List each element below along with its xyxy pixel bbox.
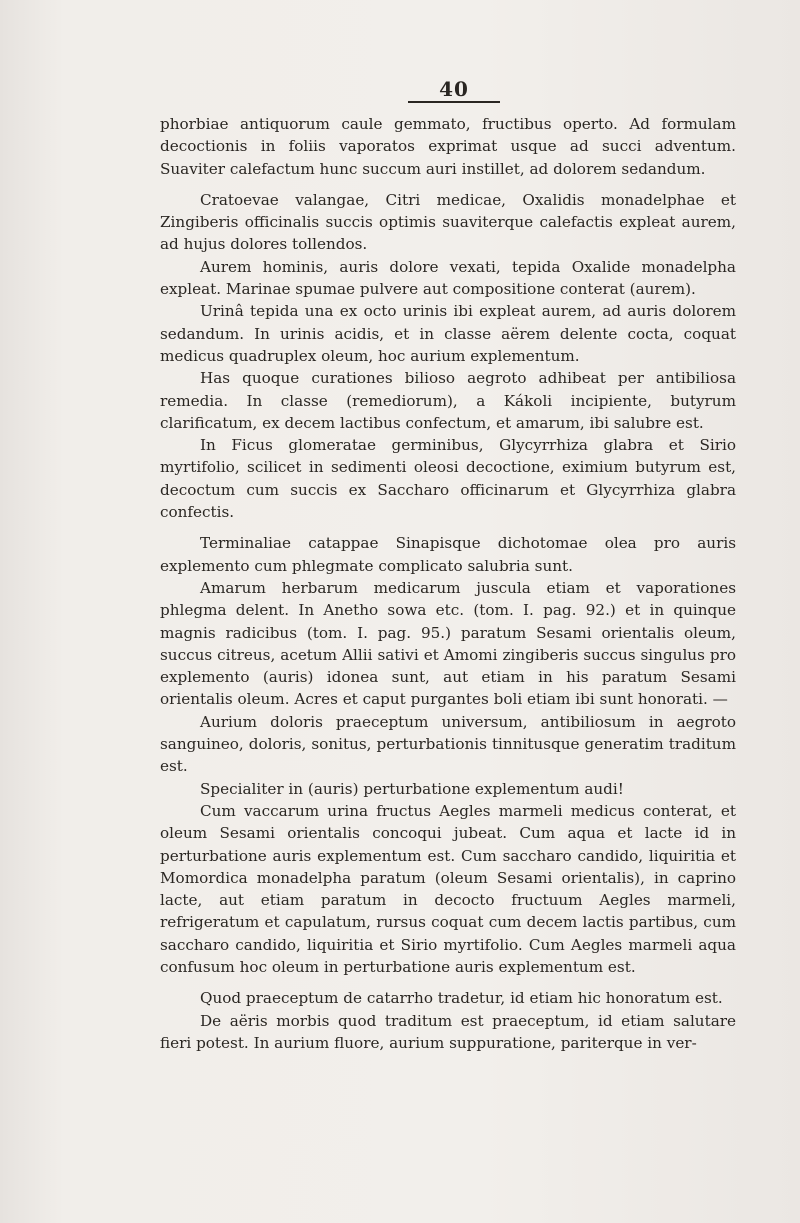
paragraph-7: Terminaliae catappae Sinapisque dichotomae olea pro auris explemento cum phlegmate complicato salubria sunt. xyxy=(160,534,736,575)
paragraph-8: Amarum herbarum medicarum juscula etiam et vaporationes phlegma delent. In Anetho sowa etc. (tom. I. pag. 92.) et in quinque magnis radicibus (tom. I. pag. 95.) paratum Sesami orientalis oleum, succus citreus, acetum Allii sativi et Amomi zingiberis succus singulus pro explemento (auris) idonea sunt, aut etiam in his paratum Sesami orientalis oleum. Acres et caput purgantes boli etiam ibi sunt honorati. — xyxy=(160,578,736,709)
body-text xyxy=(160,113,736,1054)
paragraph-9: Aurium doloris praeceptum universum, antibiliosum in aegroto sanguineo, doloris, sonitus, perturbationis tinnitusque generatim traditum est. xyxy=(160,712,736,776)
paragraph-2: Cratoevae valangae, Citri medicae, Oxalidis monadelphae et Zingiberis officinalis succis optimis suaviterque calefactis expleat aurem, ad hujus dolores tollendos. xyxy=(160,190,736,254)
paragraph-11: Cum vaccarum urina fructus Aegles marmeli medicus conterat, et oleum Sesami orientalis concoqui jubeat. Cum aqua et lacte id in perturbatione auris explementum est. Cum saccharo candido, liquiritia et Momordica monadelpha paratum (oleum Sesami orientalis), in caprino lacte, aut etiam paratum in decocto fructuum Aegles marmeli, refrigeratum et capulatum, rursus coquat cum decem lactis partibus, cum saccharo candido, liquiritia et Sirio myrtifolio. Cum Aegles marmeli aqua confusum hoc oleum in perturbatione auris explementum est. xyxy=(160,801,736,976)
paragraph-6: In Ficus glomeratae germinibus, Glycyrrhiza glabra et Sirio myrtifolio, scilicet in sedimenti oleosi decoctione, eximium butyrum est, decoctum cum succis ex Saccharo officinarum et Glycyrrhiza glabra confectis. xyxy=(160,436,736,522)
paragraph-4: Urinâ tepida una ex octo urinis ibi expleat aurem, ad auris dolorem sedandum. In urinis acidis, et in classe aërem delente cocta, coquat medicus quadruplex oleum, hoc aurium explementum. xyxy=(160,302,736,365)
paragraph-1: phorbiae antiquorum caule gemmato, fructibus operto. Ad formulam decoctionis in foliis vaporatos exprimat usque ad succi adventum. Suaviter calefactum hunc succum auri instillet, ad dolorem sedandum. xyxy=(160,115,736,178)
paragraph-12: Quod praeceptum de catarrho tradetur, id etiam hic honoratum est. xyxy=(200,989,723,1008)
paragraph-5: Has quoque curationes bilioso aegroto adhibeat per antibiliosa remedia. In classe (remediorum), a Kákoli incipiente, butyrum clarificatum, ex decem lactibus confectum, et amarum, ibi salubre est. xyxy=(160,369,736,432)
paragraph-3: Aurem hominis, auris dolore vexati, tepida Oxalide monadelpha expleat. Marinae spumae pulvere aut compositione conterat (aurem). xyxy=(160,257,736,299)
page-number: 40 xyxy=(439,77,469,101)
page-number-rule xyxy=(408,101,500,103)
paragraph-10: Specialiter in (auris) perturbatione explementum audi! xyxy=(200,779,624,798)
paragraph-13: De aëris morbis quod traditum est praeceptum, id etiam salutare fieri potest. In aurium fluore, aurium suppuratione, pariterque in ver- xyxy=(160,1011,736,1052)
